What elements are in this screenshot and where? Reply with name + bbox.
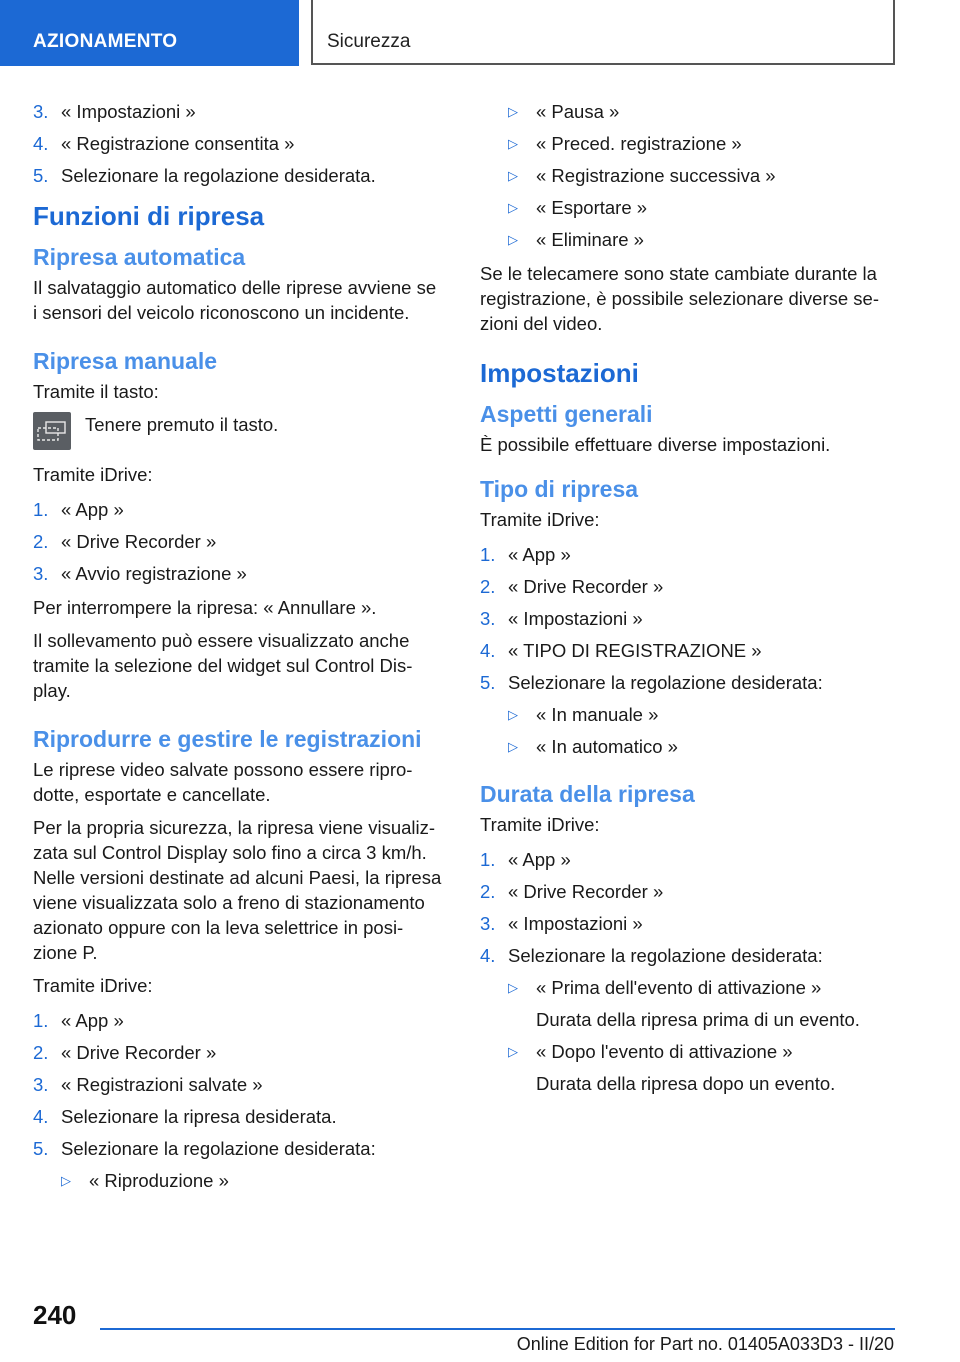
- list-item: 1. « App »: [480, 544, 571, 565]
- list-item: 3. « Impostazioni »: [480, 913, 643, 934]
- button-instruction: [33, 412, 448, 450]
- bullet-triangle-icon: ▷: [508, 232, 518, 247]
- bullet-triangle-icon: ▷: [508, 1044, 518, 1059]
- paragraph: Tramite iDrive:: [33, 464, 153, 485]
- heading-impostazioni: Impostazioni: [480, 358, 639, 388]
- paragraph: Il sollevamento può essere visualizzato anche tramite la selezione del widget sul Control Dis- play.: [33, 630, 413, 701]
- sub-list-item: ▷ « Dopo l'evento di attivazione »: [508, 1041, 793, 1062]
- sub-list-item: ▷ « Prima dell'evento di attivazione »: [508, 977, 822, 998]
- list-item: 5. Selezionare la regolazione desiderata:: [480, 672, 823, 693]
- paragraph: Per interrompere la ripresa: « Annullare ».: [33, 597, 377, 618]
- sub-list-item: ▷ « Riproduzione »: [61, 1170, 229, 1191]
- bullet-triangle-icon: ▷: [61, 1173, 71, 1188]
- bullet-triangle-icon: ▷: [508, 980, 518, 995]
- right-column: [480, 101, 895, 1105]
- sub-list-item: ▷ « Preced. registrazione »: [508, 133, 742, 154]
- footer-edition: Online Edition for Part no. 01405A033D3 - II/20: [516, 1334, 894, 1354]
- paragraph: Le riprese video salvate possono essere ripro- dotte, esportate e cancellate.: [33, 759, 413, 805]
- left-column: [33, 101, 448, 1202]
- sub-description: Durata della ripresa dopo un evento.: [536, 1073, 836, 1094]
- sub-list-item: ▷ « Pausa »: [508, 101, 620, 122]
- list-item: 2. « Drive Recorder »: [33, 1042, 217, 1063]
- bullet-triangle-icon: ▷: [508, 707, 518, 722]
- heading-durata: Durata della ripresa: [480, 781, 695, 807]
- chapter-header: Sicurezza: [311, 0, 895, 65]
- paragraph: Tramite iDrive:: [480, 509, 600, 530]
- heading-riprodurre: Riprodurre e gestire le registrazioni: [33, 726, 422, 752]
- drive-recorder-button-icon: [33, 412, 71, 450]
- list-item: 4. « TIPO DI REGISTRAZIONE »: [480, 640, 762, 661]
- section-header: AZIONAMENTO: [0, 0, 299, 66]
- list-item: 3. « Impostazioni »: [33, 101, 196, 122]
- list-item: 4. « Registrazione consentita »: [33, 133, 295, 154]
- paragraph: Per la propria sicurezza, la ripresa viene visualiz- zata sul Control Display solo fino a circa 3 km/h. Nelle versioni destinate ad alcuni Paesi, la ripresa viene visualizzata solo a freno di stazionamento azionato oppure con la leva selettrice in posi- zione P.: [33, 817, 442, 963]
- sub-list-item: ▷ « Eliminare »: [508, 229, 644, 250]
- paragraph: È possibile effettuare diverse impostazioni.: [480, 434, 831, 455]
- button-text: Tenere premuto il tasto.: [85, 414, 279, 435]
- sub-list-item: ▷ « Registrazione successiva »: [508, 165, 776, 186]
- list-item: 3. « Avvio registrazione »: [33, 563, 247, 584]
- paragraph: Se le telecamere sono state cambiate durante la registrazione, è possibile selezionare diverse se- zioni del video.: [480, 263, 879, 334]
- heading-funzioni: Funzioni di ripresa: [33, 201, 265, 231]
- page-number: 240: [33, 1300, 77, 1330]
- list-item: 3. « Impostazioni »: [480, 608, 643, 629]
- list-item: 4. Selezionare la ripresa desiderata.: [33, 1106, 337, 1127]
- bullet-triangle-icon: ▷: [508, 104, 518, 119]
- bullet-triangle-icon: ▷: [508, 136, 518, 151]
- heading-manual: Ripresa manuale: [33, 348, 218, 374]
- heading-aspetti: Aspetti generali: [480, 401, 653, 427]
- list-item: 3. « Registrazioni salvate »: [33, 1074, 263, 1095]
- paragraph: Il salvataggio automatico delle riprese avviene se i sensori del veicolo riconoscono un incidente.: [33, 277, 437, 323]
- list-item: 1. « App »: [480, 849, 571, 870]
- list-item: 5. Selezionare la regolazione desiderata.: [33, 165, 376, 186]
- list-item: 4. Selezionare la regolazione desiderata:: [480, 945, 823, 966]
- list-item: 1. « App »: [33, 1010, 124, 1031]
- bullet-triangle-icon: ▷: [508, 200, 518, 215]
- list-item: 2. « Drive Recorder »: [33, 531, 217, 552]
- heading-tipo: Tipo di ripresa: [480, 476, 639, 502]
- paragraph: Tramite iDrive:: [33, 975, 153, 996]
- heading-auto: Ripresa automatica: [33, 244, 246, 270]
- sub-description: Durata della ripresa prima di un evento.: [536, 1009, 860, 1030]
- list-item: 5. Selezionare la regolazione desiderata:: [33, 1138, 376, 1159]
- sub-list-item: ▷ « In manuale »: [508, 704, 659, 725]
- bullet-triangle-icon: ▷: [508, 739, 518, 754]
- paragraph: Tramite iDrive:: [480, 814, 600, 835]
- paragraph: Tramite il tasto:: [33, 381, 159, 402]
- list-item: 2. « Drive Recorder »: [480, 576, 664, 597]
- sub-list-item: ▷ « In automatico »: [508, 736, 678, 757]
- sub-list-item: ▷ « Esportare »: [508, 197, 648, 218]
- list-item: 2. « Drive Recorder »: [480, 881, 664, 902]
- bullet-triangle-icon: ▷: [508, 168, 518, 183]
- list-item: 1. « App »: [33, 499, 124, 520]
- footer-divider: [100, 1328, 895, 1330]
